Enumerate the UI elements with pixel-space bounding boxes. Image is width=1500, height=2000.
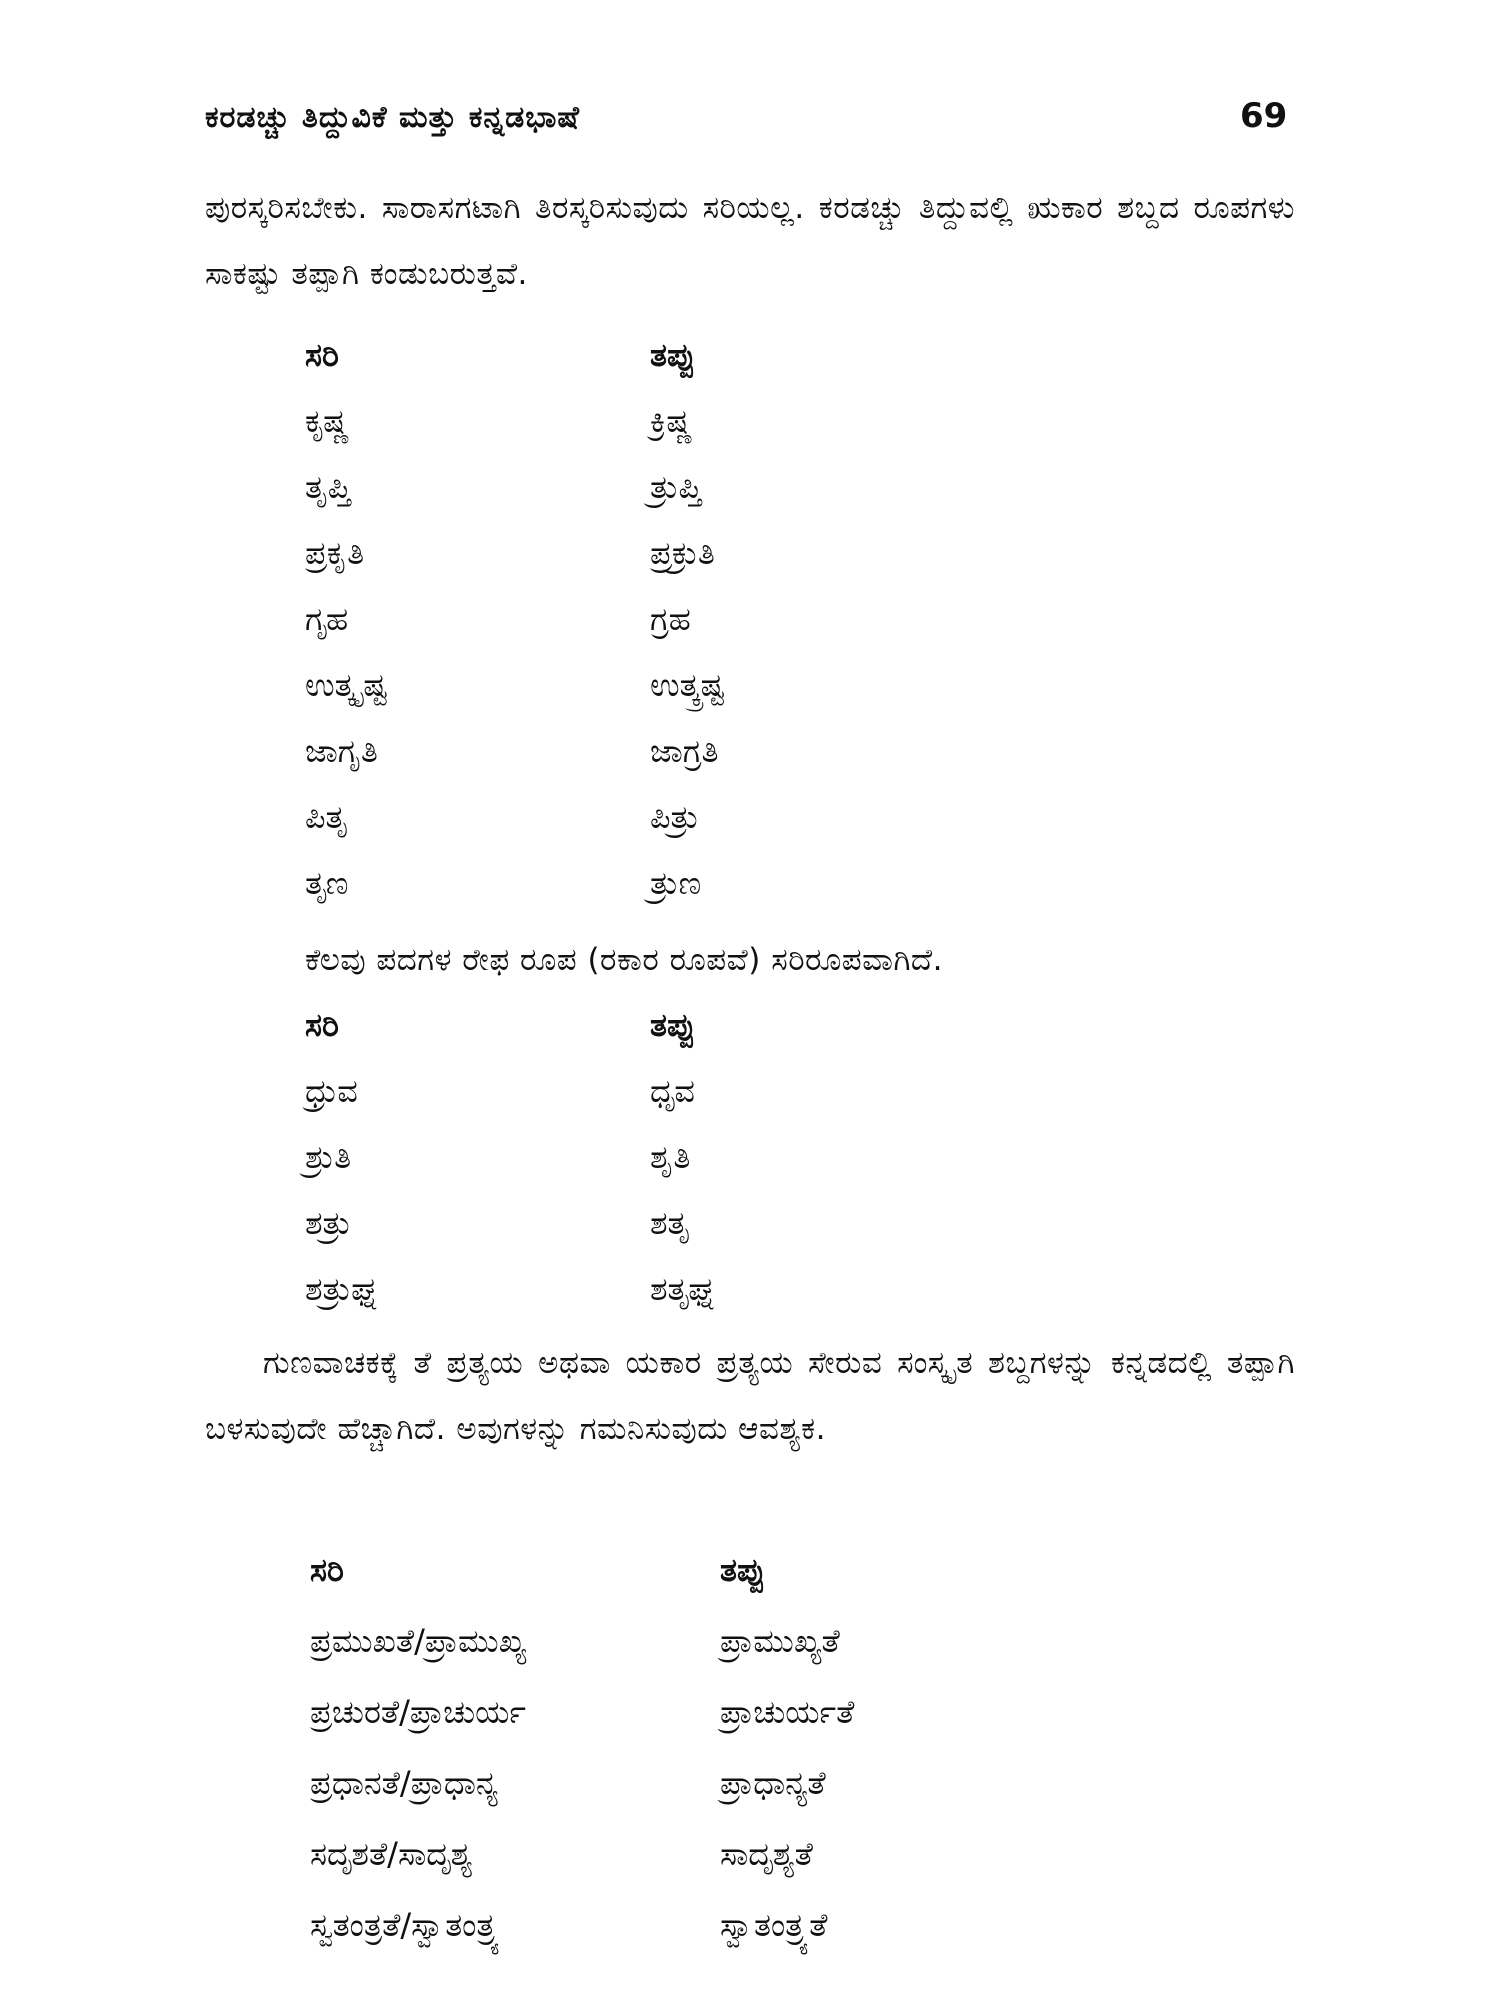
correct-word: ಶ್ರುತಿ <box>305 1138 352 1176</box>
wrong-word: ತ್ರುಪ್ತಿ <box>650 468 702 506</box>
paragraph-repha-note: ಕೆಲವು ಪದಗಳ ರೇಫ ರೂಪ (ರಕಾರ ರೂಪವೆ) ಸರಿರೂಪವಾಗಿದೆ. <box>305 942 944 978</box>
wrong-word: ಧೃವ <box>650 1072 695 1110</box>
correct-word: ತೃಣ <box>305 864 349 902</box>
wrong-word: ಶೃತಿ <box>650 1138 691 1176</box>
wrong-word: ಸಾದೃಶ್ಯತೆ <box>720 1835 813 1873</box>
wrong-word: ಕ್ರಿಷ್ಣ <box>650 402 693 440</box>
page-number: 69 <box>1240 96 1288 136</box>
correct-word: ಪ್ರಧಾನತೆ/ಪ್ರಾಧಾನ್ಯ <box>310 1764 499 1802</box>
wrong-word: ಗ್ರಹ <box>650 600 691 638</box>
column-header-wrong: ತಪ್ಪು <box>650 336 696 374</box>
correct-word: ಗೃಹ <box>305 600 349 638</box>
correct-word: ಪಿತೃ <box>305 798 349 836</box>
correct-word: ಶತ್ರು <box>305 1204 352 1242</box>
paragraph-intro: ಪುರಸ್ಕರಿಸಬೇಕು. ಸಾರಾಸಗಟಾಗಿ ತಿರಸ್ಕರಿಸುವುದು ಸರಿಯಲ್ಲ. ಕರಡಚ್ಚು ತಿದ್ದುವಲ್ಲಿ ಋಕಾರ ಶಬ್ದದ ರೂಪಗಳು ಸಾಕಷ್ಟು ತಪ್ಪಾಗಿ ಕಂಡುಬರುತ್ತವೆ. <box>205 190 1295 292</box>
correct-word: ಪ್ರಮುಖತೆ/ಪ್ರಾಮುಖ್ಯ <box>310 1622 527 1660</box>
column-header-wrong: ತಪ್ಪು <box>650 1006 696 1044</box>
column-header-wrong: ತಪ್ಪು <box>720 1551 766 1589</box>
correct-word: ಪ್ರಚುರತೆ/ಪ್ರಾಚುರ್ಯ <box>310 1693 526 1731</box>
wrong-word: ತ್ರುಣ <box>650 864 702 902</box>
correct-word: ಸದೃಶತೆ/ಸಾದೃಶ್ಯ <box>310 1835 473 1873</box>
correct-word: ಉತ್ಕೃಷ್ಟ <box>305 666 388 704</box>
correct-word: ಜಾಗೃತಿ <box>305 732 378 770</box>
wrong-word: ಉತ್ಕ್ರಷ್ಟ <box>650 666 725 704</box>
wrong-word: ಸ್ವಾತಂತ್ರ್ಯತೆ <box>720 1906 828 1944</box>
correct-word: ಧ್ರುವ <box>305 1072 358 1110</box>
correct-word: ಸ್ವತಂತ್ರತೆ/ಸ್ವಾತಂತ್ರ್ಯ <box>310 1906 501 1944</box>
wrong-word: ಜಾಗ್ರತಿ <box>650 732 719 770</box>
wrong-word: ಪ್ರಾಧಾನ್ಯತೆ <box>720 1764 826 1802</box>
wrong-word: ಶತೃ <box>650 1204 691 1242</box>
wrong-word: ಪ್ರಾಮುಖ್ಯತೆ <box>720 1622 840 1660</box>
wrong-word: ಶತೃಘ್ನ <box>650 1270 717 1308</box>
column-header-correct: ಸರಿ <box>305 336 339 374</box>
correct-word: ಪ್ರಕೃತಿ <box>305 534 365 572</box>
column-header-correct: ಸರಿ <box>310 1551 344 1589</box>
correct-word: ಶತ್ರುಘ್ನ <box>305 1270 380 1308</box>
correct-word: ಕೃಷ್ಣ <box>305 402 350 440</box>
wrong-word: ಪ್ರಕ್ರುತಿ <box>650 534 715 572</box>
wrong-word: ಪಿತ್ರು <box>650 798 700 836</box>
correct-word: ತೃಪ್ತಿ <box>305 468 351 506</box>
running-title: ಕರಡಚ್ಚು ತಿದ್ದುವಿಕೆ ಮತ್ತು ಕನ್ನಡಭಾಷೆ <box>205 100 580 135</box>
column-header-correct: ಸರಿ <box>305 1006 339 1044</box>
wrong-word: ಪ್ರಾಚುರ್ಯತೆ <box>720 1693 855 1731</box>
paragraph-suffix-note: ಗುಣವಾಚಕಕ್ಕೆ ತೆ ಪ್ರತ್ಯಯ ಅಥವಾ ಯಕಾರ ಪ್ರತ್ಯಯ ಸೇರುವ ಸಂಸ್ಕೃತ ಶಬ್ದಗಳನ್ನು ಕನ್ನಡದಲ್ಲಿ ತಪ್ಪಾಗಿ ಬಳಸುವುದೇ ಹೆಚ್ಚಾಗಿದೆ. ಅವುಗಳನ್ನು ಗಮನಿಸುವುದು ಆವಶ್ಯಕ. <box>205 1345 1295 1447</box>
